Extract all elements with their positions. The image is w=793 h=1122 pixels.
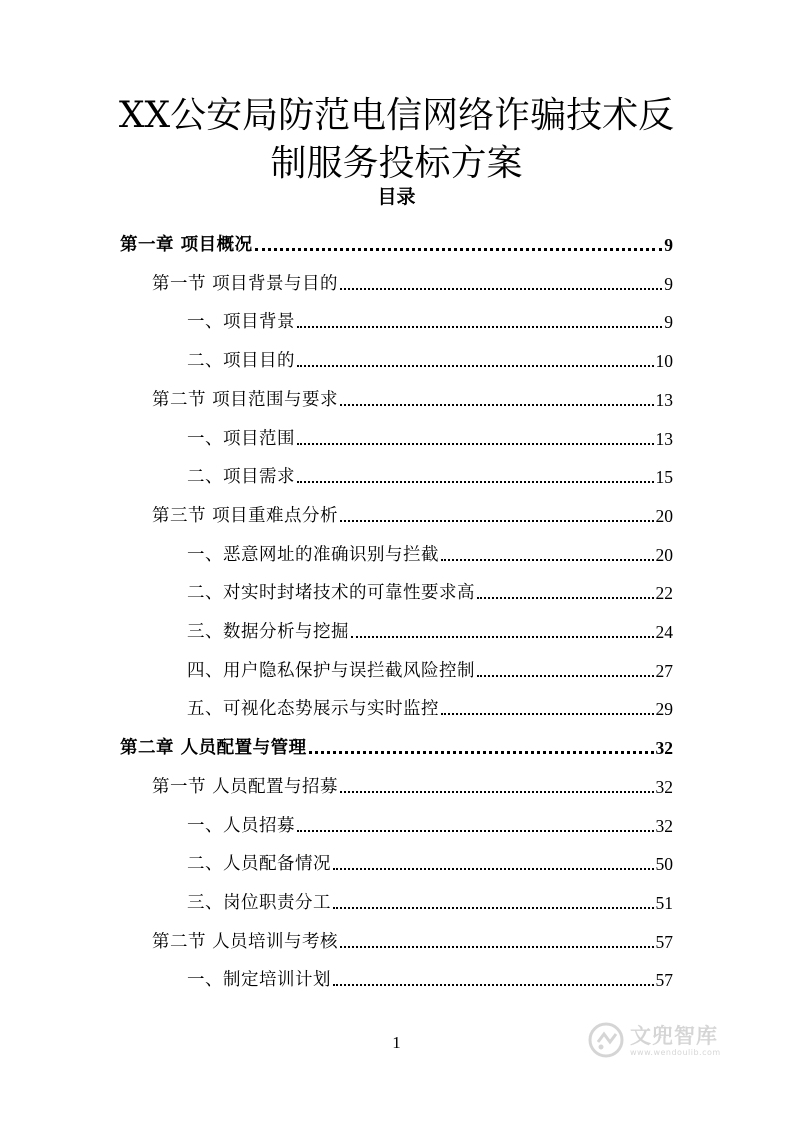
toc-entry-level-3[interactable] [187,876,673,914]
toc-entry-level-2[interactable] [152,489,673,527]
toc-entry-level-2[interactable] [152,257,673,295]
toc-entry-page: 51 [655,892,673,913]
toc-entry-page: 32 [655,776,673,797]
toc-dot-leader [255,248,663,251]
toc-entry-label: 二、对实时封堵技术的可靠性要求高 [187,583,475,604]
toc-entry-level-3[interactable] [187,644,673,682]
toc-entry-page: 13 [655,389,673,410]
toc-entry-label: 四、用户隐私保护与误拦截风险控制 [187,660,475,681]
toc-entry-page: 57 [655,970,673,991]
toc-dot-leader [333,984,654,986]
toc-entry-label: 一、制定培训计划 [187,970,331,991]
toc-entry-page: 9 [664,312,673,333]
toc-entry-page: 20 [655,544,673,565]
toc-heading: 目录 [377,186,416,208]
toc-entry-level-2[interactable] [152,915,673,953]
toc-entry-page: 10 [655,351,673,372]
toc-entry-level-3[interactable] [187,450,673,488]
toc-entry-level-1[interactable] [120,721,673,759]
toc-entry-page: 24 [655,622,673,642]
toc-entry-label: 第三节 项目重难点分析 [152,505,339,526]
toc-entry-label: 二、项目目的 [187,351,295,372]
document-title [0,92,793,188]
toc-dot-leader [333,907,654,909]
toc-dot-leader [441,713,654,715]
document-title-line-2: 制服务投标方案 [270,143,523,184]
toc-entry-level-2[interactable] [152,760,673,798]
toc-entry-label: 三、数据分析与挖掘 [187,622,349,642]
toc-entry-label: 一、恶意网址的准确识别与拦截 [187,544,439,565]
toc-entry-level-3[interactable] [187,412,673,450]
toc-entry-level-3[interactable] [187,528,673,566]
toc-entry-page: 27 [655,660,673,681]
watermark-logo-icon [588,1022,624,1058]
toc-dot-leader [309,751,654,754]
toc-dot-leader [297,443,654,445]
toc-entry-page: 9 [664,235,673,255]
toc-entry-level-3[interactable] [187,799,673,837]
toc-dot-leader [297,481,654,483]
toc-dot-leader [333,868,654,870]
toc-entry-page: 20 [655,505,673,526]
document-title-line-1: XX公安局防范电信网络诈骗技术反 [118,95,675,136]
toc-entry-level-3[interactable] [187,837,673,875]
toc-dot-leader [340,946,653,948]
toc-dot-leader [477,675,654,677]
toc-entry-label: 第二节 项目范围与要求 [152,389,339,410]
toc-entry-page: 32 [655,738,673,759]
toc-entry-label: 二、项目需求 [187,467,295,488]
toc-entry-level-3[interactable] [187,334,673,372]
toc-entry-label: 一、人员招募 [187,815,295,836]
toc-dot-leader [297,326,662,328]
toc-entry-level-1[interactable] [120,218,673,256]
toc-entry-level-2[interactable] [152,373,673,411]
toc-entry-level-3[interactable] [187,953,673,991]
toc-entry-label: 第一节 项目背景与目的 [152,273,339,294]
toc-entry-level-3[interactable] [187,605,673,643]
toc-dot-leader [340,404,653,406]
toc-entry-label: 第一节 人员配置与招募 [152,776,339,797]
toc-dot-leader [351,636,654,638]
toc-entry-label: 第一章 项目概况 [120,235,253,255]
toc-dot-leader [297,830,654,832]
toc-entry-label: 第二章 人员配置与管理 [120,738,307,759]
toc-entry-page: 57 [655,931,673,952]
toc-dot-leader [340,288,662,290]
toc-entry-label: 二、人员配备情况 [187,854,331,875]
toc-entry-page: 32 [655,815,673,836]
toc-entry-level-3[interactable] [187,295,673,333]
toc-entry-page: 9 [664,273,673,294]
toc-entry-page: 15 [655,467,673,488]
toc-entry-level-3[interactable] [187,566,673,604]
toc-entry-label: 一、项目范围 [187,428,295,449]
page-number: 1 [392,1033,401,1052]
watermark-url: www.wendoulib.com [630,1047,721,1057]
toc-dot-leader [441,559,654,561]
toc-entry-label: 第二节 人员培训与考核 [152,931,339,952]
toc-entry-page: 22 [655,583,673,604]
toc-entry-page: 50 [655,854,673,875]
toc-dot-leader [340,520,653,522]
toc-entry-label: 五、可视化态势展示与实时监控 [187,699,439,720]
toc-dot-leader [340,791,653,793]
toc-dot-leader [297,365,654,367]
toc-entry-label: 一、项目背景 [187,312,295,333]
toc-entry-label: 三、岗位职责分工 [187,892,331,913]
toc-entry-page: 29 [655,699,673,720]
watermark [588,1022,721,1058]
toc-dot-leader [477,597,654,599]
toc-entry-level-3[interactable] [187,682,673,720]
toc-entry-page: 13 [655,428,673,449]
watermark-name: 文兜智库 [630,1023,718,1048]
